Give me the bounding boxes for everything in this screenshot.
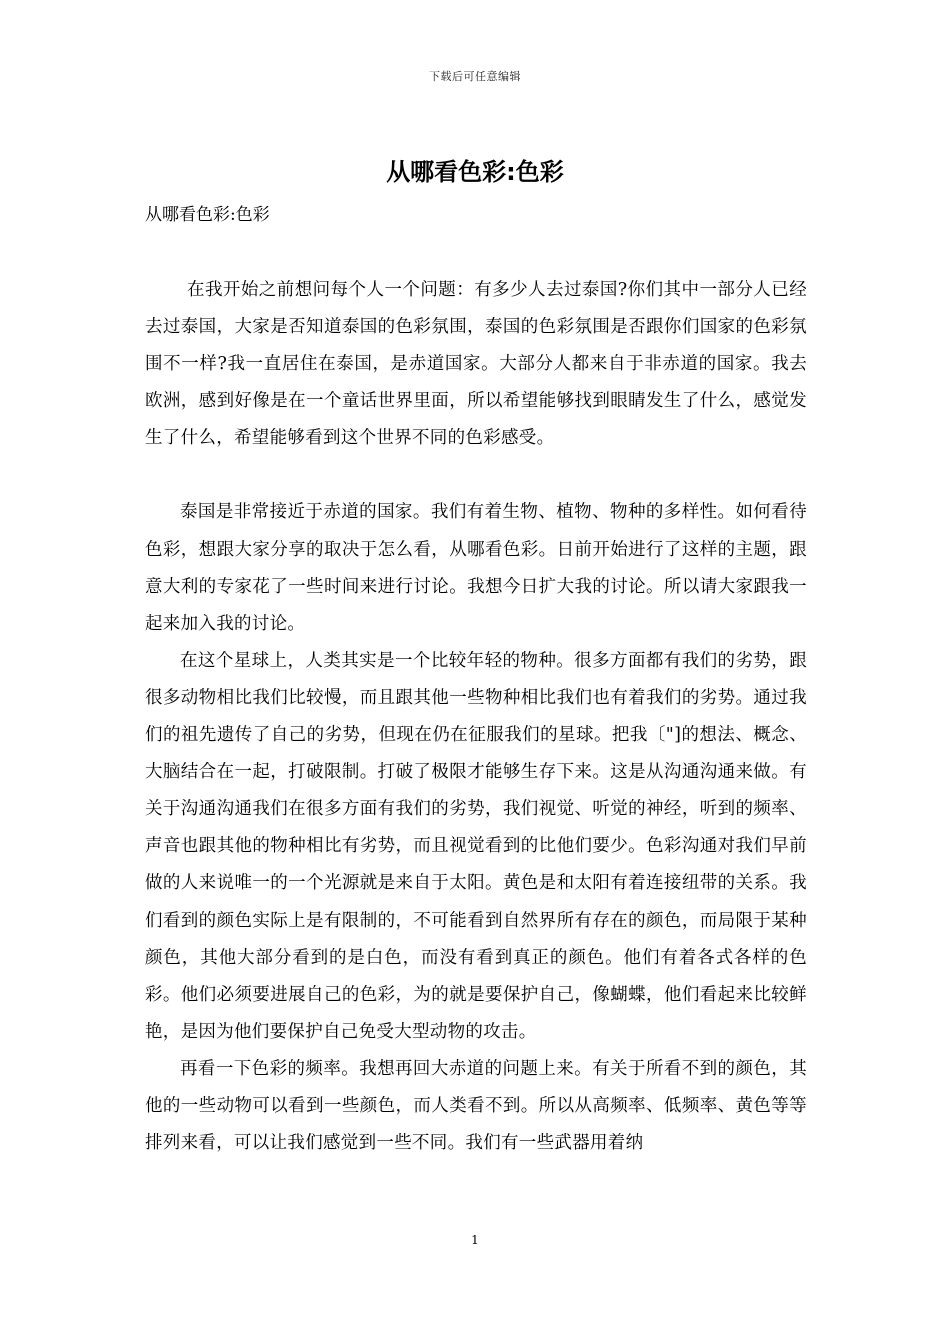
paragraph-3: 在这个星球上，人类其实是一个比较年轻的物种。很多方面都有我们的劣势，跟很多动物相比我们比较慢，而且跟其他一些物种相比我们也有着我们的劣势。通过我们的祖先遗传了自己的劣势，但现在仍在征服我们的星球。把我〔"]的想法、概念、大脑结合在一起，打破限制。打破了极限才能够生存下来。这是从沟通沟通来做。有关于沟通沟通我们在很多方面有我们的劣势，我们视觉、听觉的神经，听到的频率、声音也跟其他的物种相比有劣势，而且视觉看到的比他们要少。色彩沟通对我们早前做的人来说唯一的一个光源就是来自于太阳。黄色是和太阳有着连接纽带的关系。我们看到的颜色实际上是有限制的，不可能看到自然界所有存在的颜色，而局限于某种颜色，其他大部分看到的是白色，而没有看到真正的颜色。他们有着各式各样的色彩。他们必须要进展自己的色彩，为的就是要保护自己，像蝴蝶，他们看起来比较鲜艳，是因为他们要保护自己免受大型动物的攻击。 [145,650,807,1042]
document-body [145,272,807,1162]
paragraph-spacer [145,457,807,494]
paragraph-2: 泰国是非常接近于赤道的国家。我们有着生物、植物、物种的多样性。如何看待色彩，想跟大家分享的取决于怎么看，从哪看色彩。日前开始进行了这样的主题，跟意大利的专家花了一些时间来进行讨论。我想今日扩大我的讨论。所以请大家跟我一起来加入我的讨论。 [145,502,807,634]
paragraph-1: 在我开始之前想问每个人一个问题：有多少人去过泰国?你们其中一部分人已经去过泰国，大家是否知道泰国的色彩氛围，泰国的色彩氛围是否跟你们国家的色彩氛围不一样?我一直居住在泰国，是赤道国家。大部分人都来自于非赤道的国家。我去欧洲，感到好像是在一个童话世界里面，所以希望能够找到眼睛发生了什么，感觉发生了什么，希望能够看到这个世界不同的色彩感受。 [145,280,807,449]
document-title: 从哪看色彩:色彩 [386,158,564,186]
paragraph-4: 再看一下色彩的频率。我想再回大赤道的问题上来。有关于所看不到的颜色，其他的一些动物可以看到一些颜色，而人类看不到。所以从高频率、低频率、黄色等等排列来看，可以让我们感觉到一些不同。我们有一些武器用着纳 [145,1058,807,1154]
document-subtitle: 从哪看色彩:色彩 [145,205,270,225]
page-header-note: 下载后可任意编辑 [429,70,521,83]
page-number: 1 [471,1233,479,1247]
